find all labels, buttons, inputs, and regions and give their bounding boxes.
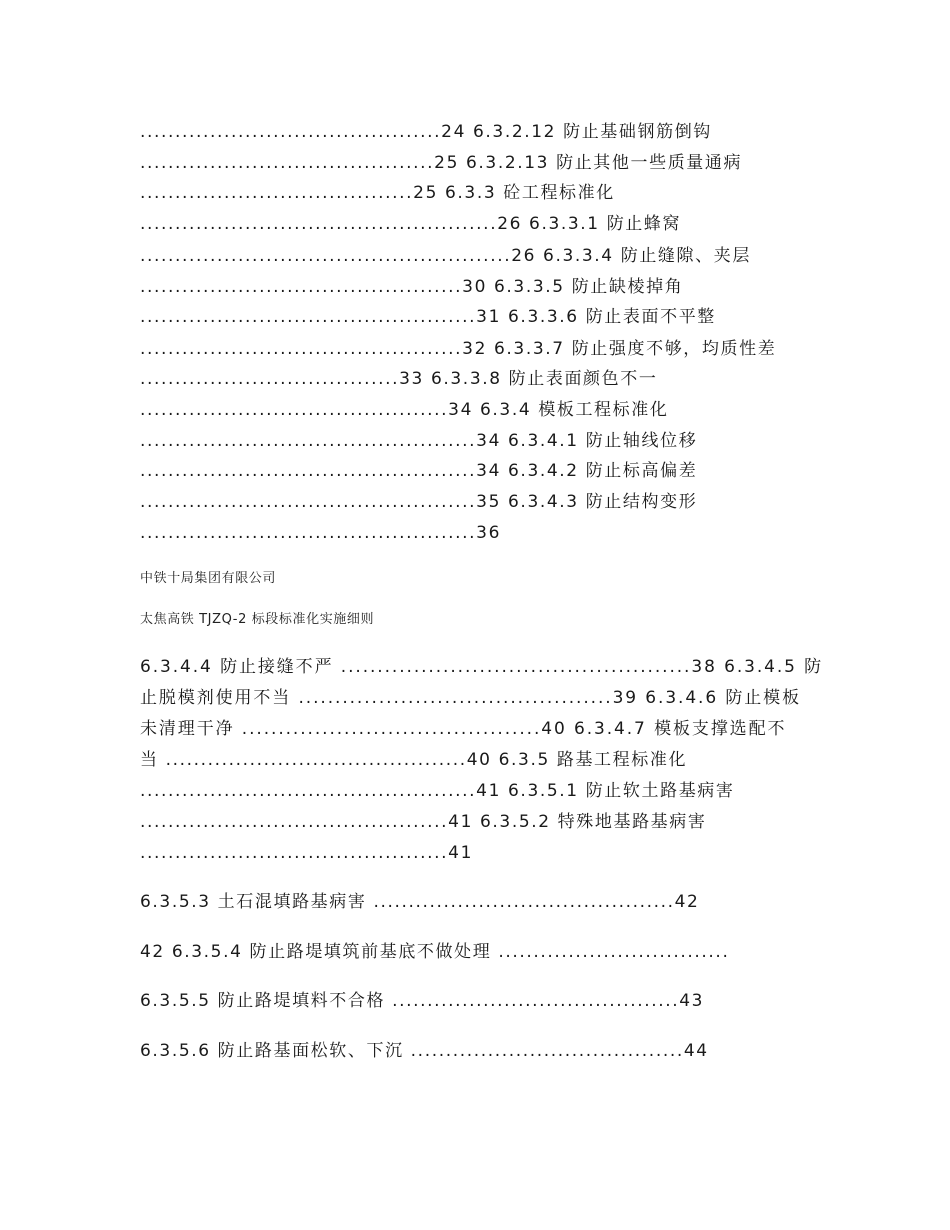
toc-line: ................................................31 6.3.3.6 防止表面不平整	[140, 307, 716, 327]
toc-line: ................................................34 6.3.4.2 防止标高偏差	[140, 461, 698, 481]
toc-line: 6.3.4.4 防止接缝不严 ................................................38 6.3.4.5 防	[140, 657, 824, 677]
toc-line: ............................................34 6.3.4 模板工程标准化	[140, 400, 669, 420]
toc-line: ..........................................25 6.3.2.13 防止其他一些质量通病	[140, 153, 743, 173]
toc-line: 当 ...........................................40 6.3.5 路基工程标准化	[140, 750, 688, 770]
toc-line: ................................................41 6.3.5.1 防止软土路基病害	[140, 781, 735, 801]
toc-line: 未清理干净 .........................................40 6.3.4.7 模板支撑选配不	[140, 719, 787, 739]
company-header: 中铁十局集团有限公司	[140, 571, 277, 586]
toc-line: ...........................................24 6.3.2.12 防止基础钢筋倒钩	[140, 122, 712, 142]
toc-line: ..............................................32 6.3.3.7 防止强度不够，均质性差	[140, 339, 777, 359]
toc-entry: 6.3.5.3 土石混填路基病害 ...........................................42	[140, 892, 700, 912]
toc-entry: 6.3.5.6 防止路基面松软、下沉 .......................................44	[140, 1041, 709, 1061]
toc-line: 止脱模剂使用不当 ...........................................39 6.3.4.6 防止模板	[140, 688, 801, 708]
toc-line: ................................................35 6.3.4.3 防止结构变形	[140, 492, 698, 512]
toc-line: ............................................41	[140, 843, 473, 863]
toc-line: .......................................25 6.3.3 砼工程标准化	[140, 183, 615, 203]
toc-line: .....................................................26 6.3.3.4 防止缝隙、夹层	[140, 246, 751, 266]
toc-line: .....................................33 6.3.3.8 防止表面颜色不一	[140, 369, 658, 389]
toc-line: ...................................................26 6.3.3.1 防止蜂窝	[140, 214, 682, 234]
toc-entry: 6.3.5.5 防止路堤填料不合格 .........................................43	[140, 991, 705, 1011]
toc-entry: 42 6.3.5.4 防止路堤填筑前基底不做处理 .................................	[140, 942, 730, 962]
toc-line: ................................................34 6.3.4.1 防止轴线位移	[140, 431, 698, 451]
toc-line: ................................................36	[140, 523, 502, 543]
toc-line: ............................................41 6.3.5.2 特殊地基路基病害	[140, 812, 707, 832]
document-title: 太焦高铁 TJZQ-2 标段标准化实施细则	[140, 612, 375, 627]
toc-line: ..............................................30 6.3.3.5 防止缺棱掉角	[140, 277, 684, 297]
